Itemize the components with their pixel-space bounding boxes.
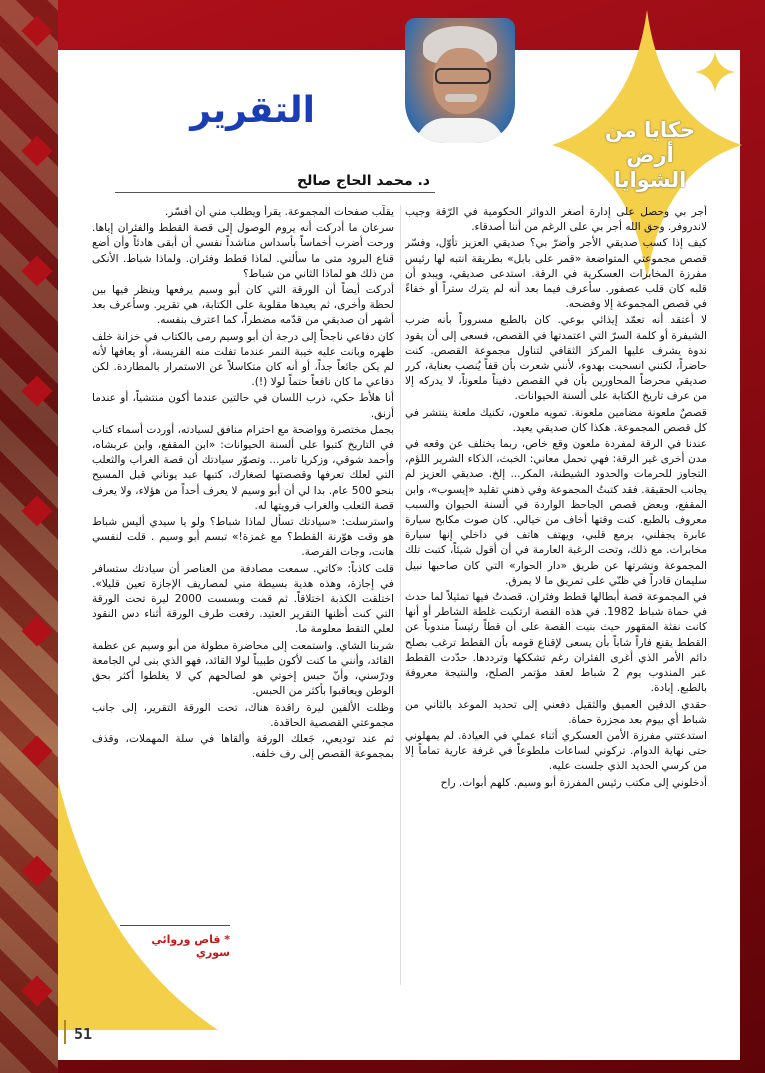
paragraph: أدركت أيضاً أن الورقة التي كان أبو وسيم يرفعها وينظر فيها بين لحظة وأخرى، ثم يعيدها مقلوبة على الكتابة، هي تقرير. وسأعرف بعد أشهر أن صديقي من قدّمه مضطراً، كما اعترف بنفسه. (92, 284, 394, 327)
author-footnote: * قاص وروائي سوري (151, 933, 230, 959)
paragraph: شربنا الشاي. واستمعت إلى محاضرة مطولة من أبو وسيم عن عظمة القائد، وأنني ما كنت لأكون طبيباً لولا القائد، فهو الذي بنى لي الجامعة ودرّسني، وأنّ حبس إخوتي هو لصالحهم كي لا يغلطوا أكثر بحق الوطن ويعاقبوا بأكثر من الحبس. (92, 639, 394, 698)
paragraph: وظلت الألفين ليرة راقدة هناك، تحت الورقة التقرير، إلى جانب مجموعتي القصصية الحاقدة. (92, 701, 394, 729)
paragraph: لا أعتقد أنه تعمّد إيذائي بوعي. كان بالطبع مسروراً بأنه ضرب الشيفرة أو كلمة السرّ التي اعتمدتها في القصص، فسعى إلى أن يقود ندوة يشرف عليها المركز الثقافي لتناول مجموعة القصص. كنت حاضراً، لكنني انسحبت بهدوء، لأنني شعرت بأن قفاً يُنصب بعناية، كرر صديقي محرضاً المحاورين بأن في القصص دفيناً ملعوناً، لا يدركه إلا من عرف تاريخ الكتابة على ألسنة الحيوانات. (405, 314, 707, 403)
author-photo (405, 18, 515, 143)
column-divider (400, 205, 401, 985)
note-divider (120, 925, 230, 926)
paragraph: كان دفاعي ناجحاً إلى درجة أن أبو وسيم رمى بالكتاب في خزانة خلف ظهره وبانت عليه خيبة النمر عندما تفلت منه الفريسة، أو يعافها لأنه لم يكن جائعاً جداً، أو أنه كان متكاسلاً عن الاستمرار بالمطاردة. لكن دفاعي ما كان نافعاً حتماً لولا (!). (92, 330, 394, 389)
decor-diamond (21, 855, 52, 886)
paragraph: حقدي الدفين العميق والثقيل دفعني إلى تحديد الموعد بالثاني من شباط أي بيوم بعد مجزرة حماة. (405, 698, 707, 726)
paragraph: أجر بي وحصل على إدارة أصغر الدوائر الحكومية في الرّقة وجيب لاندروفر. وحق الله أجر بي على الرغم من أننا أصدقاء. (405, 206, 707, 234)
decor-diamond (21, 15, 52, 46)
paragraph: عندنا في الرقة لمفردة ملعون وقع خاص، ربما يختلف عن وقعه في مدن أخرى غير الرقة: فهي تحمل معاني: الخبث، الذكاء الشرير اللؤم، التجاوز للحرمات والحدود الشيطنة، المكر... إلخ. صديقي العزيز لم يجانب الحقيقة. فقد كتبتُ المجموعة وفي ذهني تقليد «إيسوب»، وابن المقفع، وبعض قصص الجاحظ الواردة في ألسنة الحيوان والسبب معروف بالطبع. كنت وقتها أخاف من خيالي. كان صوت مكابح سيارة عابرة يجفلني، يرمع قلبي، ويهتف هاتف في داخلي إنها سيارة مخابرات. مع ذلك، وتحت الرغبة العارمة في أن أقول شيئاً، كتبت تلك المجموعة ونشرتها عن طريق «دار الحوار» التي كان صاحبها نبيل سليمان قادراً في ظنّي على تمريق ما لا يمرق. (405, 438, 707, 587)
paragraph: سرعان ما أدركت أنه يروم الوصول إلى قصة القطط والفئران إياها. ورحت أضرب أخماساً بأسداس مناشداً نفسي أن أبقى هادئاً وأن أضع قناع البرود متى ما سألني. لماذا قطط وفئران. ولماذا شباط. الأنكى من ذلك هو لماذا الثاني من شباط؟ (92, 222, 394, 280)
paragraph: قصصٌ ملعونة مضامين ملعونة. تمويه ملعون، تكنيك ملعنة ينتشر في كل قصص المجموعة. هكذا كان صديقي يعيد. (405, 406, 707, 434)
paragraph: في المجموعة قصة أبطالها قطط وفئران. قصدتُ فيها تمثيلاً لما حدث في حماة شباط 1982. في هذه القصة ارتكبت غلطة الشاطر أو أنها كانت نفثة المقهور حيث بنيت القصة على أن قطاً رئيساً مندوباً عن القطط يقنع فاراً شاباً بأن يسعى لإقناع قومه بأن القطط ترغب بصلح دائم الأمر الذي أغرى الفئران رغم تشككها وترددها. حدّدت القطط عبر المندوب يوم 2 شباط لعقد مؤتمر الصلح، والنتيجة معروفة بالطبع. إبادة. (405, 591, 707, 695)
decor-diamond (21, 975, 52, 1006)
article-column-right (405, 205, 707, 985)
paragraph: يقلّب صفحات المجموعة. يقرأ ويطلب مني أن أفسّر. (164, 206, 394, 218)
article-column-left (92, 205, 394, 885)
author-name: د. محمد الحاج صالح (297, 173, 430, 189)
article-title: التقرير (190, 90, 315, 131)
header-divider (115, 192, 435, 193)
decorative-side-strip (0, 0, 58, 1073)
decor-diamond (21, 135, 52, 166)
page-number: 51 (74, 1025, 93, 1043)
paragraph: قلت كاذباً: «كاتي. سمعت مصادفة من العناصر أن سيادتك ستسافر في إجازة، وهذه هدية بسيطة مني لمصاريف الإجازة تعين قليلا». اختلقت الكذبة اختلاقاً. ثم قمت وبسست 2000 ليرة تحت الورقة التي كنت أظنها التقرير العتيد. رفعت طرف الورقة أثناء دس النقود لعلي التقط معلومة ما. (92, 562, 394, 636)
paragraph: أدخلوني إلى مكتب رئيس المفرزة أبو وسيم. كلهم أبوات. راح (440, 776, 707, 789)
page-number-bar (64, 1020, 66, 1044)
section-label: حكايا من أرض الشوايا (604, 118, 696, 193)
paragraph: ثم عند توديعي، جَعلك الورقة وألقاها في سلة المهملات، وقذف بمجموعة القصص إلى رف خلفه. (92, 732, 394, 761)
small-star-icon (695, 52, 735, 92)
decor-diamond (21, 615, 52, 646)
paragraph: استدعتني مفرزة الأمن العسكري أثناء عملي في العيادة. لم يمهلوني حتى نهاية الدوام. تركوني لساعات ملطوعاً في غرفة عارية تماماً إلا من كرسي الحديد الذي جلست عليه. (405, 729, 707, 773)
paragraph: واسترسلت: «سيادتك تسأل لماذا شباط؟ ولو يا سيدي أليس شباط هو وقت هوّرنة القطط؟ مع غمزة!» تبسم أبو وسيم . قلت لنفسي هانت، وجات الفرصة. (92, 516, 394, 559)
decor-diamond (21, 495, 52, 526)
decor-diamond (21, 735, 52, 766)
decor-diamond (21, 375, 52, 406)
paragraph: بجمل مختصرة وواضحة مع احترام منافق لسيادته، أوردت أسماء كتاب في التاريخ كتبوا على ألسنة الحيوانات: «ابن المقفع، وابن عربشاه، وأحمد شوقي، وزكريا تامر... وتصوّر سيادتك أن قصة الغراب والثعلب التي لعلك تعرفها وقصصتها لصغارك، كتبها عبد يوناني قبل المسيح بنحو 500 عام. بدا لي أن أبو وسيم لا يعرف أحداً من هؤلاء، ولا يعرف قصة الثعلب والغراب فرويتها له. (92, 423, 394, 512)
paragraph: أنا هلأط حكي، ذرب اللسان في حالتين عندما أكون منتشياً، أو عندما أزنق. (92, 392, 394, 420)
decor-diamond (21, 255, 52, 286)
paragraph: كيف إذا كسب صديقي الأجر وأضرّ بي؟ صديقي العزيز تأوّل، وفسّر قصص مجموعتي المتواضعة «قمر على بابل» بطريقة انتبه لها رئيس مفرزة المخابرات العسكرية في الرقة. استدعى صديقي، ويبدو أن قلبه كان قلب عصفور. سأعرف فيما بعد أنه لم يترك ستراً أو خفاءً في قصص المجموعة إلا وفضحه. (405, 237, 707, 311)
